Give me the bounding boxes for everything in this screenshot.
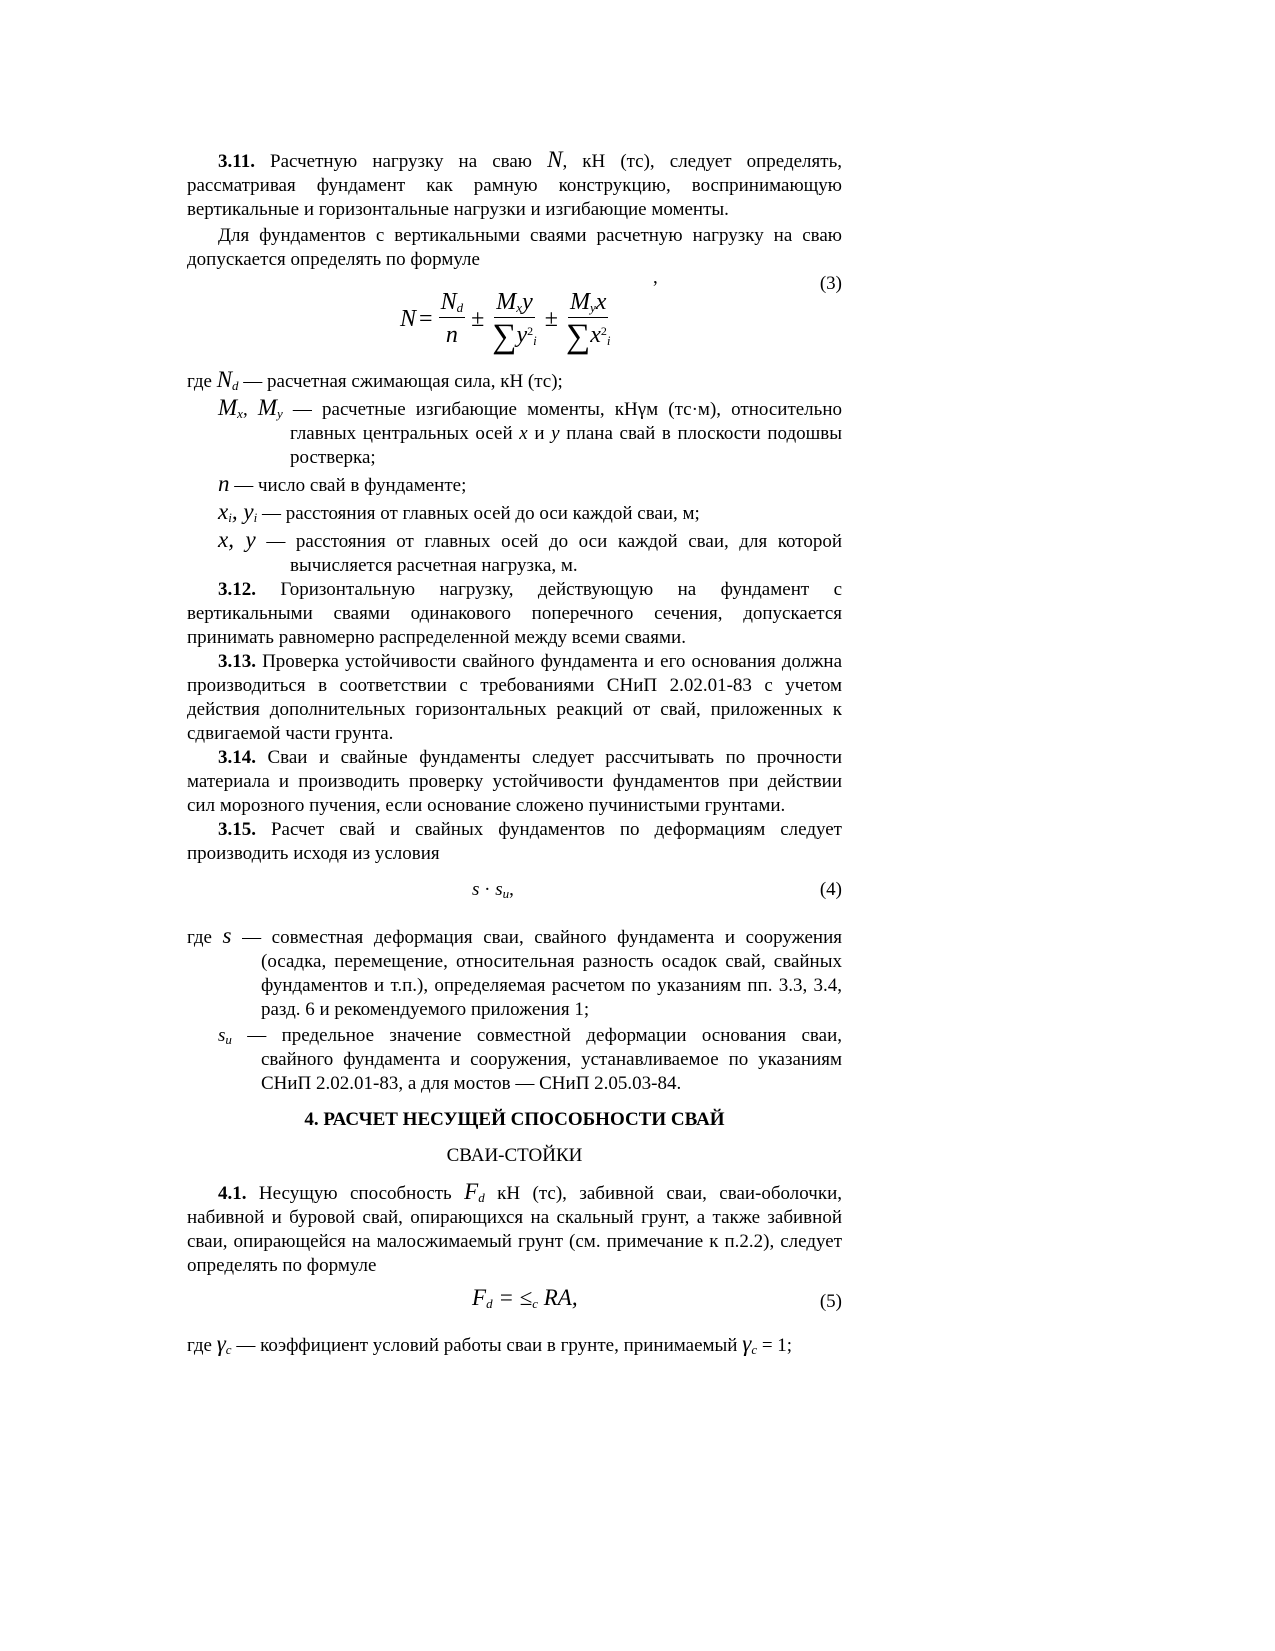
definition-s: [187, 924, 842, 1022]
text: Проверка устойчивости свайного фундамента и его основания должна производиться в соответствии с требованиями СНиП 2.02.01-83 с учетом действия дополнительных горизонтальных реакций от свай, приложенных к сдвигаемой части грунта.: [187, 651, 842, 744]
sum-symbol: ∑: [565, 317, 591, 355]
subscript: i: [253, 510, 258, 525]
definition-su: [187, 1024, 842, 1096]
subscript: x: [516, 299, 523, 315]
text: — коэффициент условий работы сваи в грунте, принимаемый: [231, 1335, 743, 1356]
clause-number: 3.14.: [218, 747, 256, 768]
text: Расчет свай и свайных фундаментов по деформациям следует производить исходя из условия: [187, 819, 842, 864]
equation-number: (5): [819, 1291, 842, 1312]
fraction-my: [564, 287, 613, 355]
plus-minus: ±: [471, 306, 485, 332]
variable: F: [464, 1179, 479, 1204]
subscript: y: [590, 299, 596, 315]
clause-number: 3.13.: [218, 651, 256, 672]
variable: s: [222, 923, 232, 948]
text: кН (тс), забивной сваи, сваи-оболочки, набивной и буровой свай, опирающихся на скальный грунт, а также забивной сваи, опирающейся на малосжимаемый грунт (см. примечание к п.2.2), следует определять по формуле: [187, 1183, 842, 1276]
text: — расчетная сжимающая сила, кН (тс);: [238, 371, 563, 392]
symbol: γ: [742, 1331, 752, 1356]
superscript: 2: [600, 323, 607, 338]
paragraph-3-11: [187, 148, 842, 222]
subscript: i: [606, 332, 611, 348]
variable: y: [551, 423, 560, 444]
paragraph-3-14: [187, 746, 842, 818]
text: — расстояния от главных осей до оси каждой сваи, для которой вычисляется расчетная нагрузка, м.: [255, 531, 843, 576]
denominator: y: [516, 321, 528, 348]
symbol: γ: [637, 399, 647, 420]
text: ,: [231, 499, 244, 524]
clause-number: 3.15.: [218, 819, 256, 840]
paragraph-3-13: [187, 650, 842, 746]
superscript: 2: [527, 323, 534, 338]
subscript: d: [456, 299, 464, 315]
denominator: x: [590, 321, 601, 348]
numerator-var: x: [595, 288, 607, 315]
text: — число свай в фундаменте;: [229, 475, 467, 496]
clause-number: 3.11.: [218, 151, 255, 172]
text: , кН (тс), следует определять, рассматривая фундамент как рамную конструкцию, воспринимающую вертикальные и горизонтальные нагрузки и изгибающие моменты.: [187, 151, 842, 220]
numerator: M: [570, 288, 590, 315]
text: ,: [509, 879, 514, 900]
text: Расчетную нагрузку на сваю: [254, 151, 548, 172]
equation-number: (3): [819, 273, 842, 294]
formula-expression: [472, 878, 514, 902]
text: RA,: [538, 1285, 578, 1310]
paragraph-3-12: [187, 578, 842, 650]
sum-symbol: ∑: [492, 317, 517, 355]
variable: s: [495, 879, 503, 900]
variable: x, y: [218, 527, 256, 552]
subscript: i: [228, 510, 232, 525]
variable: M: [257, 395, 277, 420]
subscript: d: [478, 1190, 485, 1205]
text: и: [527, 423, 552, 444]
paragraph-3-15: [187, 818, 842, 866]
variable: x: [218, 499, 229, 524]
numerator: M: [496, 288, 517, 315]
formula-lhs: N: [400, 306, 417, 332]
definition-gamma-c: [187, 1332, 842, 1358]
formula-expression: [400, 272, 615, 366]
variable: n: [218, 471, 230, 496]
numerator-var: y: [522, 288, 533, 315]
variable: x: [519, 423, 528, 444]
text: плана свай в плоскости подошвы ростверка;: [290, 423, 842, 468]
subscript: i: [533, 332, 537, 348]
equation-number: (4): [819, 879, 842, 900]
subscript: c: [532, 1296, 538, 1311]
denominator: n: [445, 321, 458, 348]
variable: M: [218, 395, 238, 420]
variable: s: [218, 1025, 226, 1046]
equals-sign: =: [419, 306, 433, 332]
variable: N: [547, 147, 563, 172]
subscript: d: [232, 378, 239, 393]
formula-comma: ,: [653, 267, 658, 288]
definition-n: [187, 472, 842, 498]
text: — предельное значение совместной деформации основания сваи, свайного фундамента и сооружения, устанавливаемое по указаниям СНиП 2.02.01-83, а для мостов — СНиП 2.05.03-84.: [231, 1025, 842, 1094]
subscript: x: [237, 406, 243, 421]
fraction-nd-n: [439, 287, 466, 352]
section-subheading: СВАИ-СТОЙКИ: [446, 1145, 583, 1166]
text: Сваи и свайные фундаменты следует рассчитывать по прочности материала и производить проверку устойчивости фундаментов при действии сил морозного пучения, если основание сложено пучинистыми грунтами.: [187, 747, 842, 816]
clause-number: 3.12.: [218, 579, 256, 600]
operator: =: [492, 1285, 520, 1310]
definition-nd: [187, 368, 842, 394]
formula-5: [187, 1285, 842, 1322]
variable: N: [216, 367, 233, 392]
variable: y: [243, 499, 254, 524]
definition-x-y: [187, 528, 842, 578]
text: где: [187, 1335, 217, 1356]
numerator: N: [440, 288, 457, 315]
text: Горизонтальную нагрузку, действующую на фундамент с вертикальными сваями одинакового поперечного сечения, допускается принимать равномерно распределенной между всеми сваями.: [187, 579, 842, 648]
text: где: [187, 927, 223, 948]
text: — расчетные изгибающие моменты, кН: [282, 399, 638, 420]
symbol: ≤: [519, 1285, 533, 1310]
text: — совместная деформация сваи, свайного фундамента и сооружения (осадка, перемещение, относительная разность осадок свай, свайных фундаментов и т.п.), определяемая расчетом по указаниям пп. 3.3, 3.4, разд. 6 и рекомендуемого приложения 1;: [231, 927, 842, 1020]
variable: F: [472, 1285, 487, 1310]
operator: ·: [479, 879, 496, 900]
text: Несущую способность: [246, 1183, 465, 1204]
formula-4: [187, 878, 842, 912]
definition-xi-yi: [187, 500, 842, 526]
text: где: [187, 371, 217, 392]
subscript: d: [486, 1296, 493, 1311]
text: м (тс·м), относительно главных центральных осей: [290, 399, 842, 444]
document-page: [187, 148, 842, 1358]
symbol: γ: [216, 1331, 226, 1356]
subscript: y: [277, 406, 283, 421]
formula-expression: [472, 1286, 578, 1310]
subscript: u: [502, 886, 510, 901]
paragraph-4-1: [187, 1180, 842, 1278]
subscript: c: [751, 1342, 758, 1357]
formula-3: [187, 267, 842, 366]
clause-number: 4.1.: [218, 1183, 247, 1204]
section-heading: 4. РАСЧЕТ НЕСУЩЕЙ СПОСОБНОСТИ СВАЙ: [304, 1109, 725, 1130]
fraction-mx: [490, 287, 539, 355]
definition-mx-my: [187, 396, 842, 470]
subscript: u: [225, 1032, 232, 1047]
text: ,: [242, 399, 258, 420]
subscript: c: [225, 1342, 232, 1357]
paragraph-vertical-piles: Для фундаментов с вертикальными сваями расчетную нагрузку на сваю допускается определять по формуле: [187, 225, 842, 270]
text: — расстояния от главных осей до оси каждой сваи, м;: [257, 503, 700, 524]
variable: s: [472, 879, 480, 900]
text: = 1;: [757, 1335, 793, 1356]
plus-minus: ±: [544, 306, 558, 332]
